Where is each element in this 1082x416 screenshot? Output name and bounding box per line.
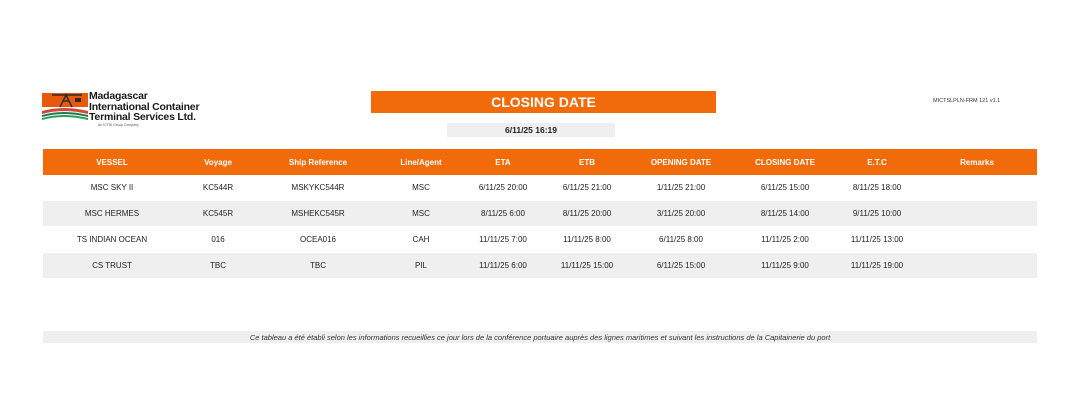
table-row — [43, 253, 1037, 279]
table-row — [43, 175, 1037, 201]
column-header: Line/Agent — [400, 157, 442, 167]
table-row — [43, 201, 1037, 227]
column-header: VESSEL — [96, 157, 128, 167]
etc-cell: 8/11/25 18:00 — [852, 183, 902, 192]
opening-date-cell: 1/11/25 21:00 — [656, 183, 706, 192]
etb-cell: 8/11/25 20:00 — [562, 209, 612, 218]
vessel-cell: MSC SKY II — [90, 183, 134, 192]
column-header: E.T.C — [867, 157, 887, 167]
closing-date-cell: 8/11/25 14:00 — [760, 209, 810, 218]
vessel-cell: TS INDIAN OCEAN — [76, 235, 148, 244]
ship-reference-cell: MSHEKC545R — [291, 209, 345, 218]
ship-reference-cell: OCEA016 — [299, 235, 337, 244]
etc-cell: 11/11/25 19:00 — [850, 261, 904, 270]
column-header: Remarks — [960, 157, 994, 167]
voyage-cell: 016 — [211, 235, 225, 244]
closing-date-cell: 11/11/25 9:00 — [761, 261, 809, 270]
line-agent-cell: PIL — [414, 261, 427, 270]
column-header: CLOSING DATE — [755, 157, 815, 167]
form-code: MICTSLPLN-FRM 121 v1.1 — [933, 98, 1001, 104]
closing-date-cell: 6/11/25 15:00 — [760, 183, 810, 192]
eta-cell: 11/11/25 7:00 — [479, 235, 527, 244]
etb-cell: 11/11/25 8:00 — [563, 235, 611, 244]
table-header — [43, 149, 1037, 175]
etc-cell: 11/11/25 13:00 — [850, 235, 904, 244]
etb-cell: 11/11/25 15:00 — [560, 261, 614, 270]
page-title: CLOSING DATE — [371, 91, 716, 113]
vessel-cell: CS TRUST — [92, 261, 132, 270]
voyage-cell: TBC — [210, 261, 226, 270]
closing-date-cell: 11/11/25 2:00 — [761, 235, 809, 244]
opening-date-cell: 3/11/25 20:00 — [656, 209, 706, 218]
column-header: Ship Reference — [288, 157, 348, 167]
ship-reference-cell: MSKYKC544R — [291, 183, 345, 192]
column-header: ETB — [579, 157, 595, 167]
company-name: Madagascar International Container Terminal Services Ltd. — [89, 90, 200, 123]
footer-note: Ce tableau a été établi selon les informations recueillies ce jour lors de la conférence portuaire auprès des lignes maritimes et suivant les instructions de la Capitainerie du port — [43, 331, 1037, 343]
eta-cell: 6/11/25 20:00 — [478, 183, 528, 192]
column-header: ETA — [495, 157, 511, 167]
eta-cell: 8/11/25 6:00 — [481, 209, 525, 218]
voyage-cell: KC544R — [202, 183, 234, 192]
voyage-cell: KC545R — [202, 209, 234, 218]
company-tagline: An ICTSI Group Company — [98, 123, 139, 127]
closing-date-table — [43, 149, 1037, 279]
line-agent-cell: MSC — [412, 183, 430, 192]
etc-cell: 9/11/25 10:00 — [852, 209, 902, 218]
line-agent-cell: MSC — [412, 209, 430, 218]
eta-cell: 11/11/25 6:00 — [479, 261, 527, 270]
line-agent-cell: CAH — [412, 235, 430, 244]
crane-logo-icon — [42, 89, 88, 123]
opening-date-cell: 6/11/25 8:00 — [659, 235, 703, 244]
opening-date-cell: 6/11/25 15:00 — [656, 261, 706, 270]
table-row — [43, 227, 1037, 253]
company-logo — [42, 89, 217, 131]
column-header: OPENING DATE — [650, 157, 712, 167]
etb-cell: 6/11/25 21:00 — [562, 183, 612, 192]
report-date: 6/11/25 16:19 — [447, 123, 615, 137]
column-header: Voyage — [204, 157, 232, 167]
ship-reference-cell: TBC — [310, 261, 326, 270]
vessel-cell: MSC HERMES — [84, 209, 140, 218]
